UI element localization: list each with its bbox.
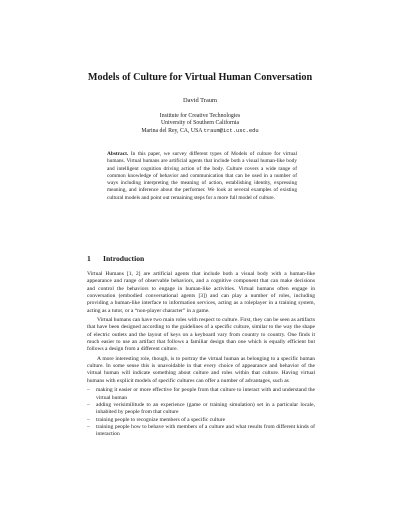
bullet-text: making it easier or more effective for people from that culture to interact with and understand the virtual human [96,387,315,401]
bullet-list [87,387,315,438]
bullet-marker: – [87,401,90,408]
section-title: Introduction [103,254,145,263]
bullet-marker: – [87,387,90,394]
bullet-marker: – [87,416,90,423]
bullet-text: training people how to behave with members of a culture and what results from different kinds of interaction [96,423,315,438]
paper-title: Models of Culture for Virtual Human Conversation [87,72,313,83]
abstract-text: In this paper, we survey different types of Models of culture for virtual humans. Virtual humans are artificial agents that include both a visual human-like body and intelligent cognition driving action of the body. Culture covers a wide range of common knowledge of behavior and communication that can be used in a number of ways including interpreting the meaning of action, establishing identity, expressing meaning, and inference about the performer. We look at several examples of existing cultural models and point out remaining steps for a more full model of culture. [107,151,297,201]
bullet-item [87,402,315,417]
author-email: traum@ict.usc.edu [203,127,259,134]
paragraph: A more interesting role, though, is to portray the virtual human as belonging to a specific human culture. In some sense this is unavoidable in that every choice of appearance and behavior of the virtual human will indicate something about culture and roles within that culture. Having virtual humans with explicit models of specific cultures can offer a number of advantages, such as [87,355,315,384]
abstract [107,151,297,202]
affiliation-institute: Institute for Creative Technologies [159,113,241,119]
bullet-text: adding verisimilitude to an experience (game or training simulation) set in a particular locale, inhabited by people from that culture [96,401,315,416]
author-name: David Traum [183,97,217,104]
bullet-item [87,424,315,439]
paragraph: Virtual humans can have two main roles with respect to culture. First, they can be seen as artifacts that have been designed according to the guidelines of a specific culture, similar to the way the shape of electric outlets and the layout of keys on a keyboard vary from country to country. One finds it much easier to use an artifact that follows a familiar design than one which is equally efficient but follows a design from a different culture. [87,317,315,353]
affiliation-address: Marina del Rey, CA, USA [141,127,203,134]
section-number: 1 [87,254,91,263]
affiliation-university: University of Southern California [160,120,240,127]
paragraph: Virtual Humans [1, 2] are artificial agents that include both a visual body with a human-like appearance and range of observable behaviors, and a cognitive component that can make decisions and control the behaviors to engage in human-like activities. Virtual humans often engage in conversation (embodied conversational agents [3]) and can play a number of roles, including providing a human-like interface to information services, acting as a roleplayer in a training system, acting as a tutor, or a “non-player character” in a game. [87,271,315,314]
bullet-item [87,417,315,424]
bullet-item [87,387,315,402]
section-body [87,271,315,439]
bullet-marker: – [87,423,90,430]
affiliation-block [0,113,400,135]
abstract-label: Abstract. [107,151,129,157]
section-heading [87,254,144,263]
bullet-text: training people to recognize members of a specific culture [96,416,226,423]
affiliation-address-line [0,128,400,135]
